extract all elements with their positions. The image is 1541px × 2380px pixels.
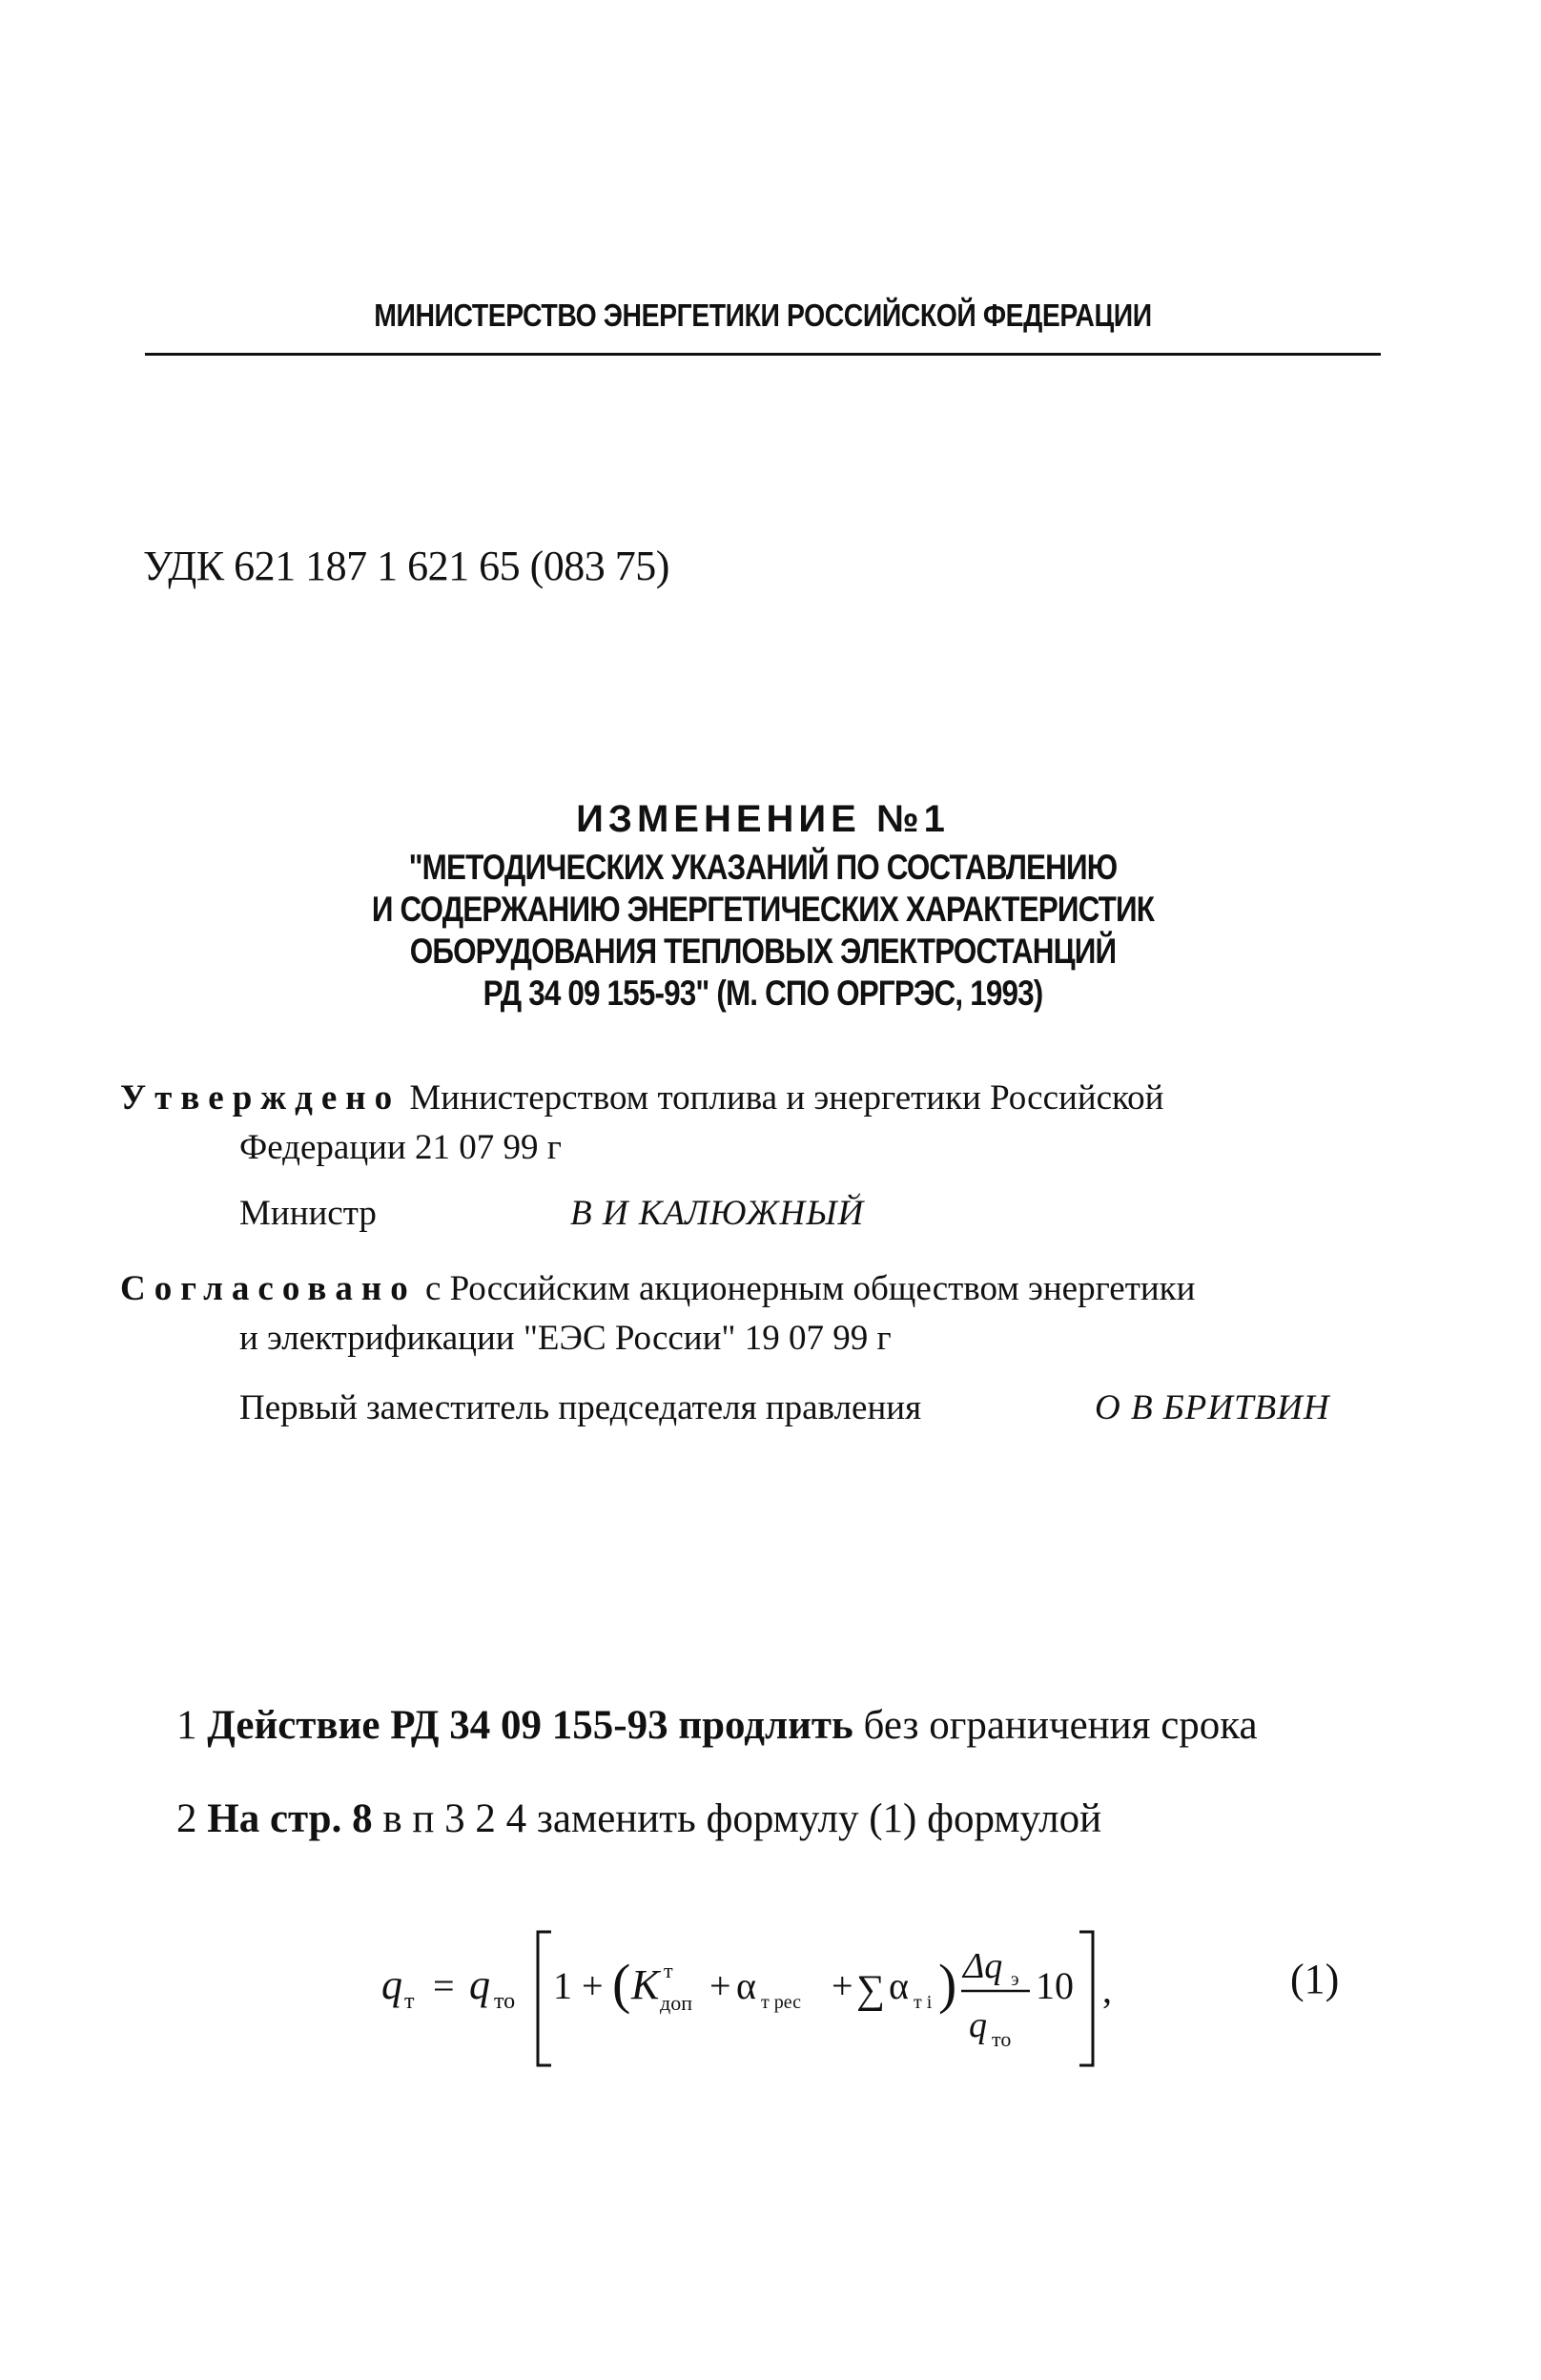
formula-number: (1): [1290, 1956, 1340, 2002]
formula-right-paren: ): [938, 1953, 957, 2015]
formula-k-sup: т: [664, 1959, 673, 1982]
formula-alpha-2-sub: т i: [914, 1992, 933, 2013]
title-line-1: "МЕТОДИЧЕСКИХ УКАЗАНИЙ ПО СОСТАВЛЕНИЮ: [408, 848, 1118, 887]
formula-alpha-1: α: [736, 1964, 756, 2007]
formula-right-bracket: [1079, 1932, 1093, 2065]
formula-lhs: q: [381, 1961, 402, 2008]
agreed-label: Согласовано: [120, 1269, 417, 1308]
formula-left-paren: (: [612, 1953, 631, 2015]
formula: [362, 1903, 1182, 2094]
item-2-bold: На стр. 8: [207, 1796, 373, 1841]
title-line-3: ОБОРУДОВАНИЯ ТЕПЛОВЫХ ЭЛЕКТРОСТАНЦИЙ: [409, 932, 1117, 971]
formula-sum: ∑: [856, 1968, 885, 2012]
approved-label: Утверждено: [120, 1078, 401, 1118]
approved-text-1: Министерством топлива и энергетики Российской: [409, 1078, 1164, 1118]
agreed-text-2: и электрификации "ЕЭС России" 19 07 99 г: [239, 1319, 892, 1358]
formula-comma: ,: [1102, 1968, 1112, 2011]
item-2-rest: в п 3 2 4 заменить формулу (1) формулой: [372, 1796, 1102, 1841]
title-main: ИЗМЕНЕНИЕ №1: [576, 798, 950, 840]
ministry-header: МИНИСТЕРСТВО ЭНЕРГЕТИКИ РОССИЙСКОЙ ФЕДЕРАЦИИ: [374, 298, 1152, 333]
title-line-2: И СОДЕРЖАНИЮ ЭНЕРГЕТИЧЕСКИХ ХАРАКТЕРИСТИК: [371, 890, 1155, 929]
approved-role: Министр: [239, 1194, 377, 1233]
list-item-2: [176, 1793, 1101, 1846]
item-2-number: 2: [176, 1796, 197, 1841]
formula-left-bracket: [538, 1932, 551, 2065]
agreed-text-1: с Российским акционерным обществом энергетики: [424, 1269, 1196, 1308]
title-line-4: РД 34 09 155-93" (М. СПО ОРГРЭС, 1993): [483, 974, 1043, 1013]
document-title: [191, 795, 1335, 1015]
header-rule: [145, 353, 1381, 356]
formula-ten: 10: [1036, 1964, 1074, 2007]
list-item-1: [176, 1699, 1258, 1753]
approved-person: В И КАЛЮЖНЫЙ: [570, 1194, 865, 1233]
formula-denominator: q: [969, 2005, 987, 2045]
formula-k: K: [631, 1961, 660, 2008]
approved-text-2: Федерации 21 07 99 г: [239, 1128, 562, 1167]
agreed-role: Первый заместитель председателя правления: [239, 1388, 922, 1427]
item-1-number: 1: [176, 1703, 197, 1748]
approved-block: [120, 1074, 1360, 1173]
udk-code: УДК 621 187 1 621 65 (083 75): [143, 543, 669, 589]
formula-q0-sub: то: [494, 1989, 516, 2014]
formula-numerator: Δq: [963, 1946, 1003, 1986]
formula-lhs-sub: т: [404, 1989, 415, 2014]
item-1-rest: без ограничения срока: [853, 1703, 1258, 1748]
item-1-bold: Действие РД 34 09 155-93 продлить: [207, 1703, 853, 1748]
formula-alpha-2: α: [889, 1964, 909, 2007]
formula-equals: =: [433, 1964, 455, 2007]
agreed-person: О В БРИТВИН: [1095, 1388, 1330, 1427]
formula-numerator-sub: э: [1011, 1969, 1019, 1990]
formula-q0: q: [469, 1961, 490, 2008]
formula-one-plus: 1 +: [553, 1964, 604, 2007]
formula-plus-1: +: [709, 1964, 731, 2007]
formula-alpha-1-sub: т рес: [761, 1992, 801, 2013]
formula-k-sub: доп: [660, 1991, 692, 2015]
formula-plus-2: +: [832, 1964, 853, 2007]
agreed-block: [120, 1264, 1360, 1364]
formula-denominator-sub: то: [992, 2027, 1012, 2051]
